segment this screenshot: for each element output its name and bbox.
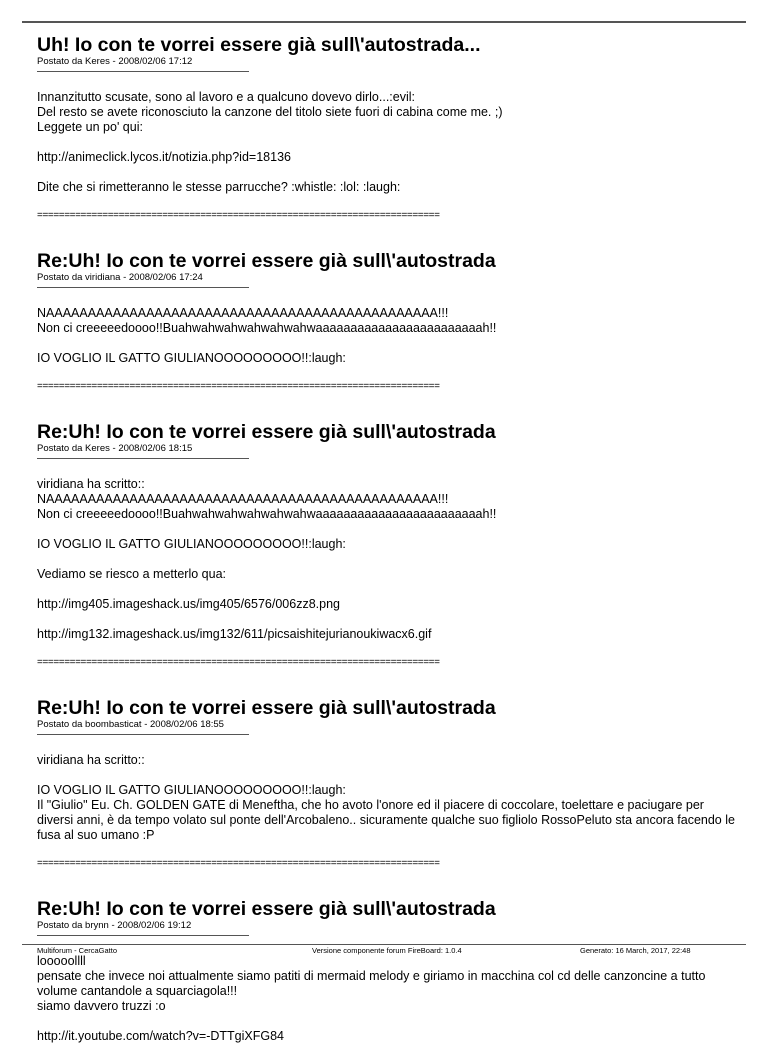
post-text: Vediamo se riesco a metterlo qua: bbox=[37, 567, 226, 581]
meta-divider bbox=[37, 734, 249, 735]
post-text: Non ci creeeeedoooo!!Buahwahwahwahwahwahwaaaaaaaaaaaaaaaaaaaaaaaah!! bbox=[37, 321, 497, 335]
post-text: IO VOGLIO IL GATTO GIULIANOOOOOOOOO!!:laugh: bbox=[37, 537, 346, 551]
post-link[interactable]: http://img132.imageshack.us/img132/611/picsaishitejurianoukiwacx6.gif bbox=[37, 627, 432, 641]
post-text: Innanzitutto scusate, sono al lavoro e a qualcuno dovevo dirlo...:evil: bbox=[37, 90, 416, 104]
post-link[interactable]: http://it.youtube.com/watch?v=-DTTgiXFG84 bbox=[37, 1029, 284, 1043]
post-title: Re:Uh! Io con te vorrei essere già sull\'autostrada bbox=[37, 421, 496, 443]
post-meta: Postato da Keres - 2008/02/06 17:12 bbox=[37, 56, 193, 67]
quote-header: viridiana ha scritto:: bbox=[37, 477, 145, 491]
post bbox=[37, 421, 737, 668]
post-link[interactable]: http://animeclick.lycos.it/notizia.php?id=18136 bbox=[37, 150, 291, 164]
post-meta: Postato da brynn - 2008/02/06 19:12 bbox=[37, 920, 192, 931]
post bbox=[37, 34, 737, 221]
post-title: Re:Uh! Io con te vorrei essere già sull\'autostrada bbox=[37, 697, 496, 719]
post-link[interactable]: http://img405.imageshack.us/img405/6576/006zz8.png bbox=[37, 597, 340, 611]
post-title: Uh! Io con te vorrei essere già sull\'autostrada... bbox=[37, 34, 481, 56]
post-text: looooollll bbox=[37, 954, 86, 968]
meta-divider bbox=[37, 71, 249, 72]
post-text: Il "Giulio" Eu. Ch. GOLDEN GATE di Meneftha, che ho avoto l'onore ed il piacere di coccolare, toelettare e paciugare per diversi anni, è da tempo volato sul ponte dell'Arcobaleno.. sicuramente qualche suo figliolo RossoPeluto sta ancora facendo le fusa al suo umano :P bbox=[37, 798, 735, 842]
post-title: Re:Uh! Io con te vorrei essere già sull\'autostrada bbox=[37, 898, 496, 920]
footer-version: Versione componente forum FireBoard: 1.0.4 bbox=[312, 946, 462, 955]
post bbox=[37, 697, 737, 869]
post-separator: ========================================================================== bbox=[37, 858, 440, 869]
post bbox=[37, 250, 737, 392]
meta-divider bbox=[37, 935, 249, 936]
post-body bbox=[37, 954, 737, 1044]
forum-thread bbox=[37, 34, 737, 1059]
post-text: NAAAAAAAAAAAAAAAAAAAAAAAAAAAAAAAAAAAAAAAAAAAAAAA!!! bbox=[37, 492, 449, 506]
post-text: Dite che si rimetteranno le stesse parrucche? :whistle: :lol: :laugh: bbox=[37, 180, 401, 194]
post-title: Re:Uh! Io con te vorrei essere già sull\'autostrada bbox=[37, 250, 496, 272]
post bbox=[37, 898, 737, 1044]
post-text: IO VOGLIO IL GATTO GIULIANOOOOOOOOO!!:laugh: bbox=[37, 351, 346, 365]
post-body bbox=[37, 753, 737, 843]
post-text: Leggete un po' qui: bbox=[37, 120, 143, 134]
post-text: Del resto se avete riconosciuto la canzone del titolo siete fuori di cabina come me. ;) bbox=[37, 105, 503, 119]
post-meta: Postato da Keres - 2008/02/06 18:15 bbox=[37, 443, 193, 454]
footer-generated-date: Generato: 16 March, 2017, 22:48 bbox=[580, 946, 691, 955]
post-text: IO VOGLIO IL GATTO GIULIANOOOOOOOOO!!:laugh: bbox=[37, 783, 346, 797]
post-text: NAAAAAAAAAAAAAAAAAAAAAAAAAAAAAAAAAAAAAAAAAAAAAAA!!! bbox=[37, 306, 449, 320]
footer-site-name: Multiforum - CercaGatto bbox=[37, 946, 118, 955]
quote-header: viridiana ha scritto:: bbox=[37, 753, 145, 767]
footer-rule bbox=[22, 944, 746, 945]
post-meta: Postato da boombasticat - 2008/02/06 18:55 bbox=[37, 719, 224, 730]
post-body bbox=[37, 90, 737, 195]
meta-divider bbox=[37, 287, 249, 288]
post-text: pensate che invece noi attualmente siamo patiti di mermaid melody e giriamo in macchina col cd delle canzoncine a tutto volume cantandole a squarciagola!!! bbox=[37, 969, 706, 998]
post-separator: ========================================================================== bbox=[37, 210, 440, 221]
post-text: siamo davvero truzzi :o bbox=[37, 999, 166, 1013]
post-separator: ========================================================================== bbox=[37, 657, 440, 668]
meta-divider bbox=[37, 458, 249, 459]
post-body bbox=[37, 477, 737, 642]
post-text: Non ci creeeeedoooo!!Buahwahwahwahwahwahwaaaaaaaaaaaaaaaaaaaaaaaah!! bbox=[37, 507, 497, 521]
post-separator: ========================================================================== bbox=[37, 381, 440, 392]
top-rule bbox=[22, 21, 746, 23]
post-body bbox=[37, 306, 737, 366]
post-meta: Postato da viridiana - 2008/02/06 17:24 bbox=[37, 272, 203, 283]
